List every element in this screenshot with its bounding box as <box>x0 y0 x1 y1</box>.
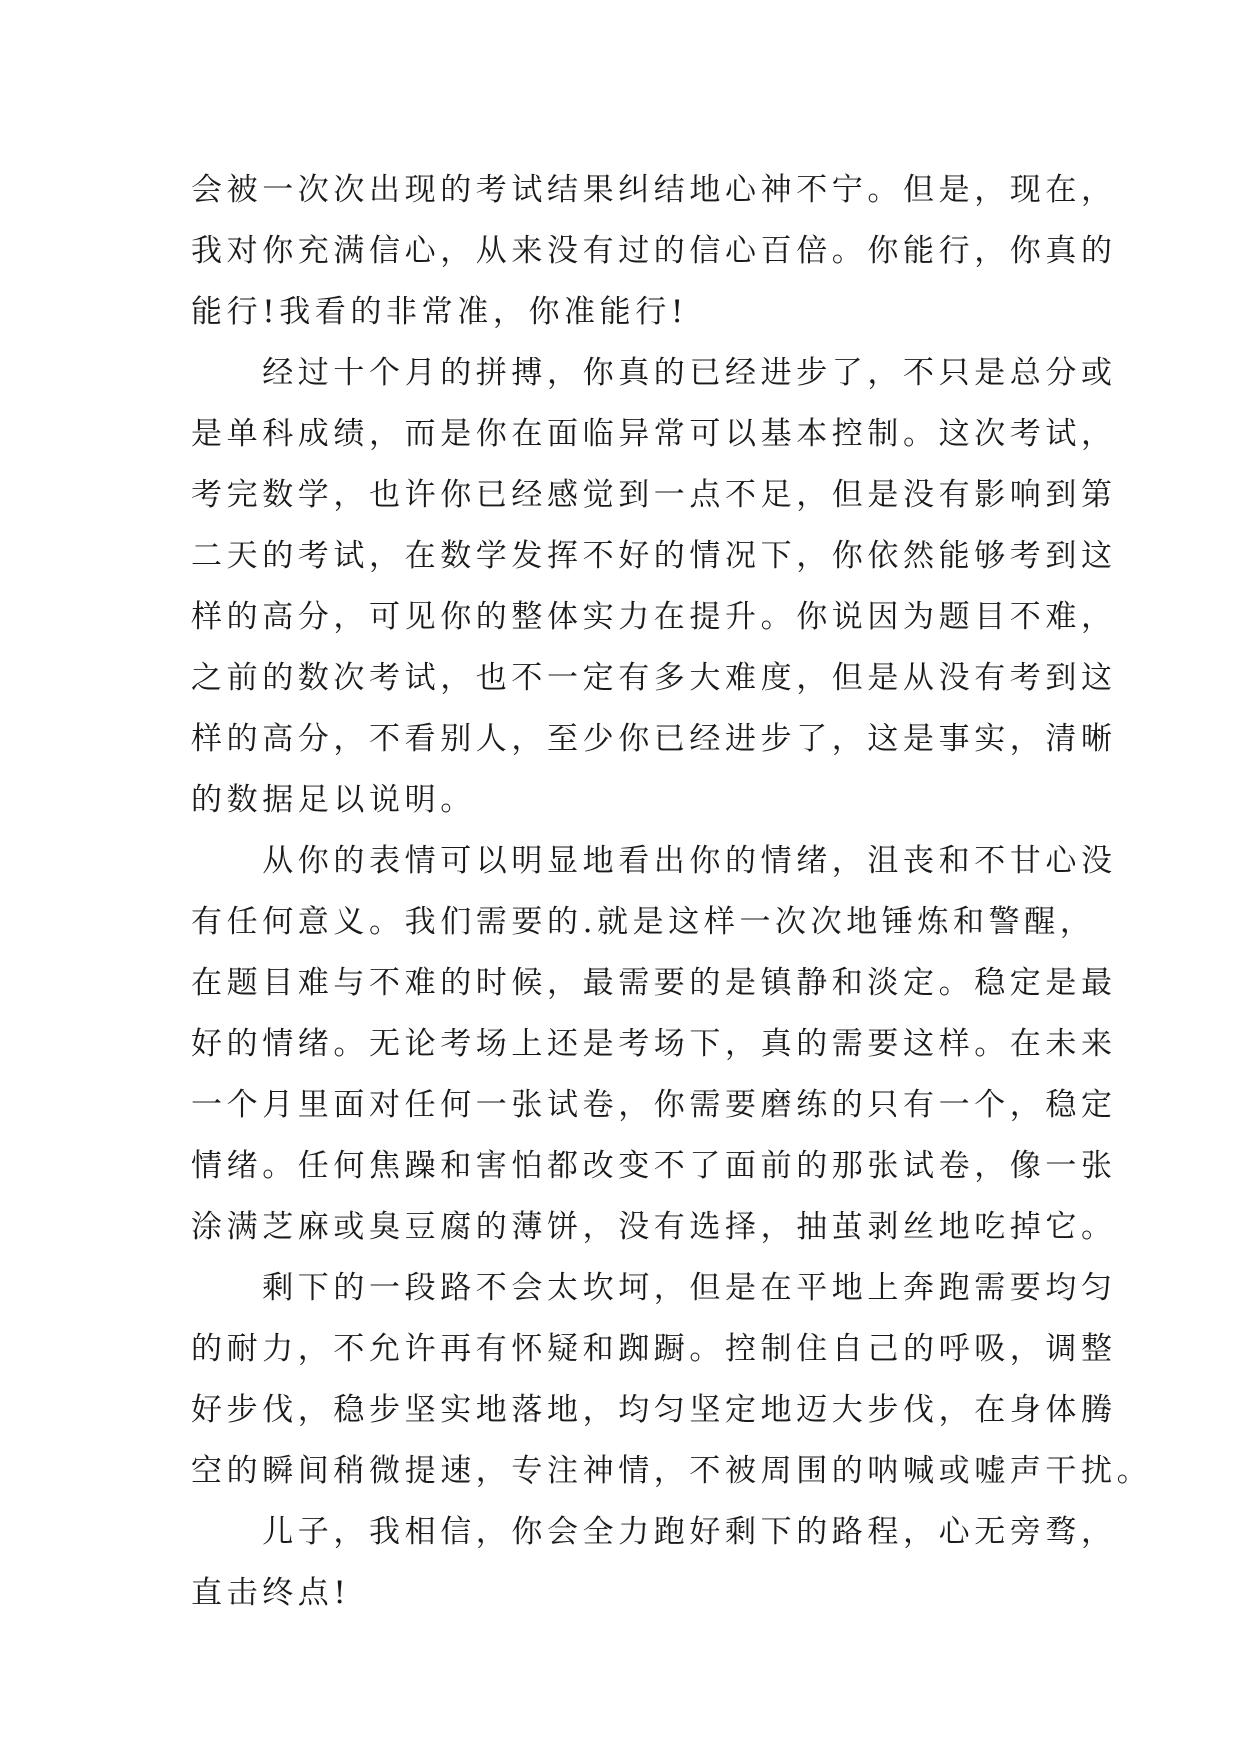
text-line: 剩下的一段路不会太坎坷，但是在平地上奔跑需要均匀 <box>191 1270 1117 1306</box>
text-line: 考完数学，也许你已经感觉到一点不足，但是没有影响到第 <box>191 477 1117 513</box>
text-line: 我对你充满信心，从来没有过的信心百倍。你能行，你真的 <box>191 233 1117 269</box>
text-line: 样的高分，不看别人，至少你已经进步了，这是事实，清晰 <box>191 721 1117 757</box>
text-line: 的数据足以说明。 <box>191 782 476 818</box>
text-line: 有任何意义。我们需要的.就是这样一次次地锤炼和警醒， <box>191 904 1096 940</box>
text-line: 好的情绪。无论考场上还是考场下，真的需要这样。在未来 <box>191 1026 1117 1062</box>
text-line: 一个月里面对任何一张试卷，你需要磨练的只有一个，稳定 <box>191 1087 1117 1123</box>
text-line: 是单科成绩，而是你在面临异常可以基本控制。这次考试， <box>191 416 1117 452</box>
text-line: 会被一次次出现的考试结果纠结地心神不宁。但是，现在， <box>191 172 1117 208</box>
text-line: 涂满芝麻或臭豆腐的薄饼，没有选择，抽茧剥丝地吃掉它。 <box>191 1209 1117 1245</box>
text-line: 的耐力，不允许再有怀疑和踟蹰。控制住自己的呼吸，调整 <box>191 1331 1117 1367</box>
text-line: 经过十个月的拼搏，你真的已经进步了，不只是总分或 <box>191 355 1117 391</box>
text-line: 能行!我看的非常准，你准能行! <box>191 294 688 330</box>
text-line: 在题目难与不难的时候，最需要的是镇静和淡定。稳定是最 <box>191 965 1117 1001</box>
text-line: 好步伐，稳步坚实地落地，均匀坚定地迈大步伐，在身体腾 <box>191 1392 1117 1428</box>
text-line: 儿子，我相信，你会全力跑好剩下的路程，心无旁骛， <box>191 1514 1117 1550</box>
text-line: 直击终点! <box>191 1575 351 1611</box>
body-text <box>191 160 1153 1624</box>
text-line: 情绪。任何焦躁和害怕都改变不了面前的那张试卷，像一张 <box>191 1148 1117 1184</box>
text-line: 二天的考试，在数学发挥不好的情况下，你依然能够考到这 <box>191 538 1117 574</box>
text-line: 样的高分，可见你的整体实力在提升。你说因为题目不难， <box>191 599 1117 635</box>
text-line: 之前的数次考试，也不一定有多大难度，但是从没有考到这 <box>191 660 1117 696</box>
text-line: 从你的表情可以明显地看出你的情绪，沮丧和不甘心没 <box>191 843 1117 879</box>
text-line: 空的瞬间稍微提速，专注神情，不被周围的呐喊或嘘声干扰。 <box>191 1453 1153 1489</box>
